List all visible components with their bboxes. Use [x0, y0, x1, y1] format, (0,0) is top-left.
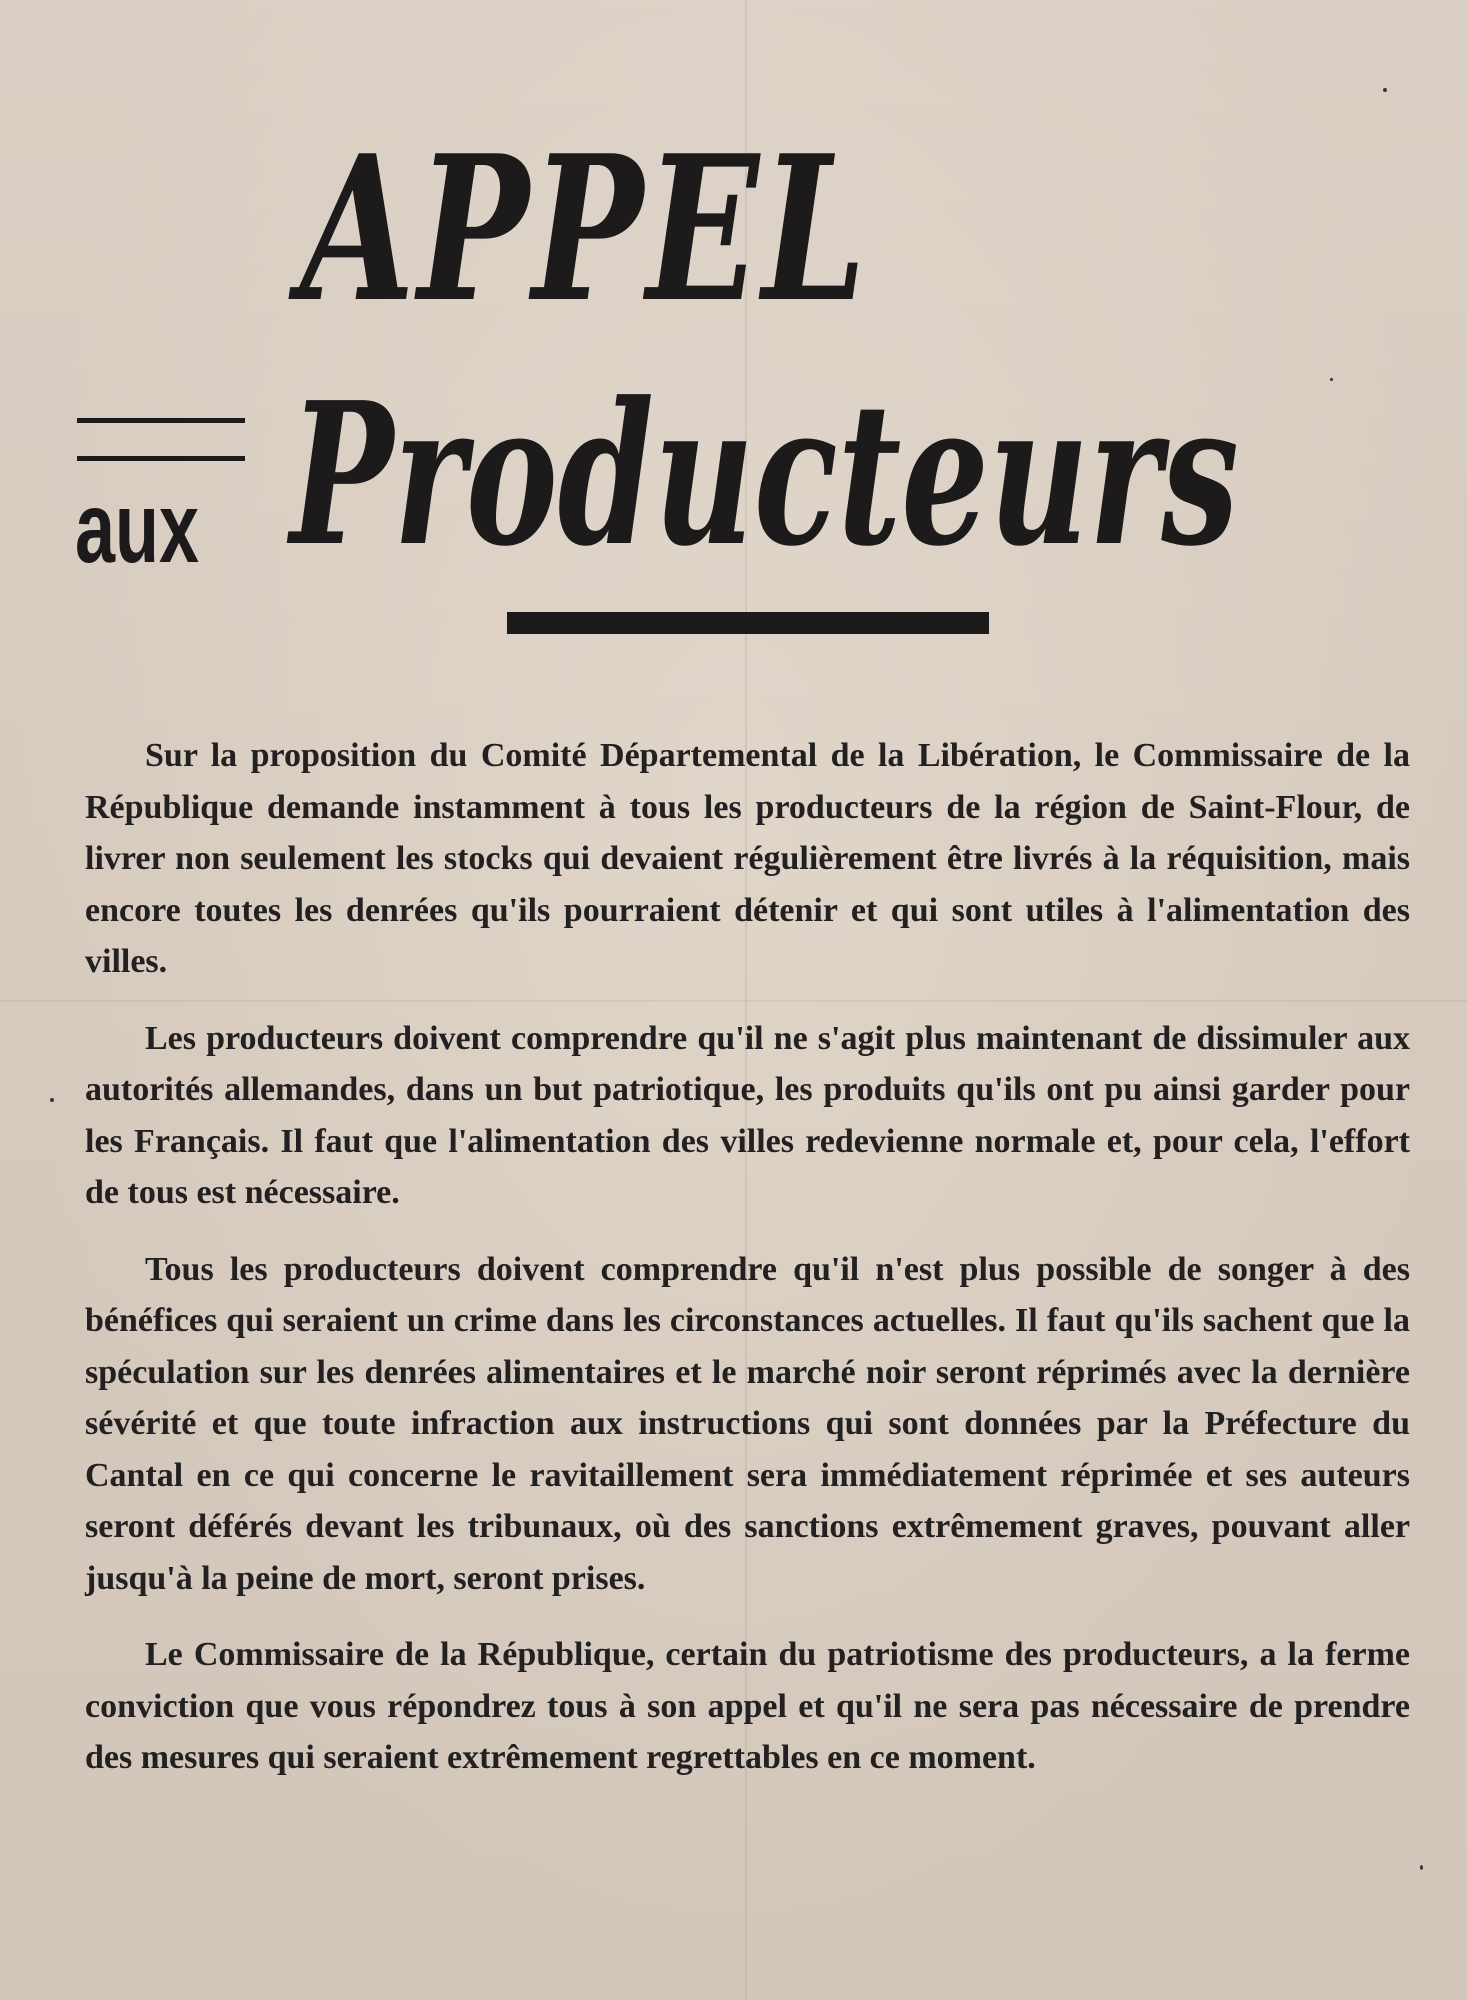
- title-producteurs: Producteurs: [290, 360, 1239, 590]
- title-underline-bar: [507, 612, 989, 634]
- title-aux: aux: [75, 472, 200, 584]
- paragraph-3: Tous les producteurs doivent comprendre qu'il n'est plus possible de songer à des bénéfices qui seraient un crime dans les circonstances actuelles. Il faut qu'ils sachent que la spéculation sur les denrées alimentaires et le marché noir seront réprimés avec la dernière sévérité et que toute infraction aux instructions qui sont données par la Préfecture du Cantal en ce qui concerne le ravitaillement sera immédiatement réprimée et ses auteurs seront déférés devant les tribunaux, où des sanctions extrêmement graves, pouvant aller jusqu'à la peine de mort, seront prises.: [85, 1250, 1410, 1597]
- decorative-rule-bottom: [77, 456, 245, 461]
- poster-body: [85, 730, 1410, 1809]
- paper-speck: [50, 1098, 54, 1102]
- paragraph-1: Sur la proposition du Comité Départemental de la Libération, le Commissaire de la République demande instamment à tous les producteurs de la région de Saint-Flour, de livrer non seulement les stocks qui devaient régulièrement être livrés à la réquisition, mais encore toutes les denrées qu'ils pourraient détenir et qui sont utiles à l'alimentation des villes.: [85, 737, 1410, 980]
- paper-speck: [1330, 378, 1333, 381]
- paper-speck: [1383, 88, 1387, 92]
- decorative-double-rule: [77, 418, 245, 462]
- paragraph-2: Les producteurs doivent comprendre qu'il ne s'agit plus maintenant de dissimuler aux autorités allemandes, dans un but patriotique, les produits qu'ils ont pu ainsi garder pour les Français. Il faut que l'alimentation des villes redevienne normale et, pour cela, l'effort de tous est nécessaire.: [85, 1019, 1410, 1211]
- title-appel: APPEL: [300, 112, 870, 347]
- paragraph-4: Le Commissaire de la République, certain du patriotisme des producteurs, a la ferme conviction que vous répondrez tous à son appel et qu'il ne sera pas nécessaire de prendre des mesures qui seraient extrêmement regrettables en ce moment.: [85, 1636, 1410, 1776]
- decorative-rule-top: [77, 418, 245, 423]
- paper-speck: [1420, 1865, 1423, 1870]
